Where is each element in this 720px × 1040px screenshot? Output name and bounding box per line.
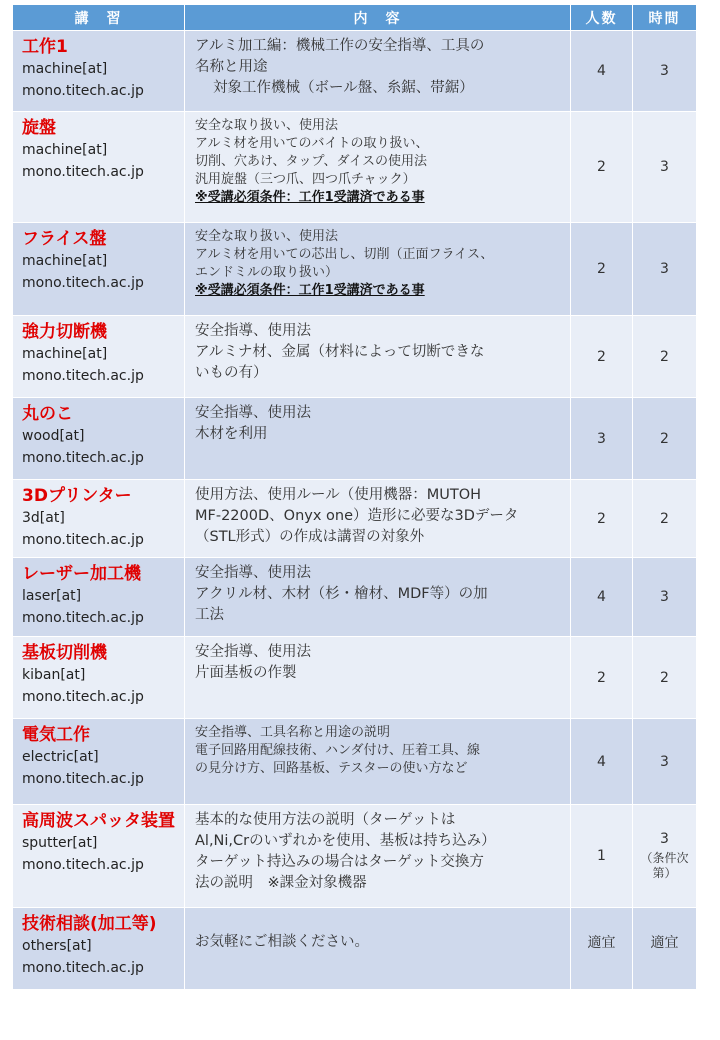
time-cell: 3 <box>633 719 697 805</box>
content-cell <box>185 223 571 316</box>
content-line: 対象工作機械（ボール盤、糸鋸、帯鋸） <box>213 80 474 96</box>
content-line: （STL形式）の作成は講習の対象外 <box>195 529 425 545</box>
people-cell: 2 <box>571 480 633 558</box>
content-cell <box>185 112 571 223</box>
course-cell <box>13 719 185 805</box>
people-cell: 4 <box>571 31 633 112</box>
content-line: ターゲット持込みの場合はターゲット交換方 <box>195 854 484 870</box>
course-name: 技術相談(加工等) <box>22 914 157 934</box>
contact-user: laser[at] <box>22 588 82 604</box>
time-value: 3 <box>660 831 669 847</box>
course-table-container <box>12 4 696 990</box>
content-line: 安全指導、使用法 <box>195 323 311 339</box>
people-cell: 2 <box>571 223 633 316</box>
time-cell: 2 <box>633 316 697 398</box>
table-row <box>13 223 697 316</box>
course-name: 旋盤 <box>22 118 56 138</box>
content-line: 安全指導、工具名称と用途の説明 <box>195 725 391 740</box>
content-cell <box>185 805 571 908</box>
content-line: アクリル材、木材（杉・檜材、MDF等）の加 <box>195 586 488 602</box>
header-time: 時間 <box>633 5 697 31</box>
content-line: 安全指導、使用法 <box>195 644 311 660</box>
content-line: MF-2200D、Onyx one）造形に必要な3Dデータ <box>195 508 519 524</box>
time-cell: 3 <box>633 558 697 637</box>
contact-domain: mono.titech.ac.jp <box>22 164 144 180</box>
content-line: の見分け方、回路基板、テスターの使い方など <box>195 761 468 776</box>
content-cell <box>185 908 571 990</box>
course-cell <box>13 637 185 719</box>
time-cell <box>633 805 697 908</box>
time-cell: 3 <box>633 223 697 316</box>
table-row <box>13 316 697 398</box>
course-name: 工作1 <box>22 37 68 57</box>
contact-user: electric[at] <box>22 749 99 765</box>
content-line: お気軽にご相談ください。 <box>195 934 369 950</box>
time-cell: 適宜 <box>633 908 697 990</box>
contact-domain: mono.titech.ac.jp <box>22 368 144 384</box>
header-people: 人数 <box>571 5 633 31</box>
content-cell <box>185 398 571 480</box>
course-cell <box>13 908 185 990</box>
content-line: 木材を利用 <box>195 426 268 442</box>
content-line: 安全な取り扱い、使用法 <box>195 229 339 244</box>
time-cell: 2 <box>633 480 697 558</box>
contact-domain: mono.titech.ac.jp <box>22 960 144 976</box>
contact-user: kiban[at] <box>22 667 86 683</box>
contact-user: machine[at] <box>22 142 108 158</box>
requirement-note: ※受講必須条件：工作1受講済である事 <box>195 190 425 205</box>
requirement-note: ※受講必須条件：工作1受講済である事 <box>195 283 425 298</box>
contact-domain: mono.titech.ac.jp <box>22 610 144 626</box>
table-row <box>13 637 697 719</box>
time-cell: 3 <box>633 31 697 112</box>
people-cell: 3 <box>571 398 633 480</box>
content-line: 安全指導、使用法 <box>195 405 311 421</box>
time-cell: 2 <box>633 637 697 719</box>
content-line: 使用方法、使用ルール（使用機器：MUTOH <box>195 487 482 503</box>
content-cell <box>185 637 571 719</box>
content-cell <box>185 719 571 805</box>
content-line: アルミ加工編：機械工作の安全指導、工具の <box>195 38 485 54</box>
course-cell <box>13 805 185 908</box>
people-cell: 4 <box>571 558 633 637</box>
contact-user: machine[at] <box>22 253 108 269</box>
course-cell <box>13 223 185 316</box>
course-cell <box>13 112 185 223</box>
contact-user: 3d[at] <box>22 510 65 526</box>
contact-domain: mono.titech.ac.jp <box>22 275 144 291</box>
table-row <box>13 398 697 480</box>
time-cell: 2 <box>633 398 697 480</box>
course-name: レーザー加工機 <box>22 564 141 584</box>
header-content: 内 容 <box>185 5 571 31</box>
content-line: 基本的な使用方法の説明（ターゲットは <box>195 812 456 828</box>
content-line: 名称と用途 <box>195 59 268 75</box>
people-cell: 適宜 <box>571 908 633 990</box>
people-cell: 1 <box>571 805 633 908</box>
contact-domain: mono.titech.ac.jp <box>22 771 144 787</box>
table-row <box>13 719 697 805</box>
course-cell <box>13 316 185 398</box>
content-line: 安全指導、使用法 <box>195 565 311 581</box>
course-cell <box>13 31 185 112</box>
table-row <box>13 480 697 558</box>
people-cell: 2 <box>571 112 633 223</box>
contact-domain: mono.titech.ac.jp <box>22 83 144 99</box>
course-name: 3Dプリンター <box>22 486 132 506</box>
table-header-row <box>13 5 697 31</box>
content-line: いもの有） <box>195 365 268 381</box>
course-cell <box>13 558 185 637</box>
people-cell: 4 <box>571 719 633 805</box>
people-cell: 2 <box>571 316 633 398</box>
course-cell <box>13 480 185 558</box>
table-row <box>13 112 697 223</box>
content-line: アルミ材を用いての芯出し、切削（正面フライス、 <box>195 247 494 262</box>
header-course: 講 習 <box>13 5 185 31</box>
time-cell: 3 <box>633 112 697 223</box>
content-line: アルミナ材、金属（材料によって切断できな <box>195 344 485 360</box>
people-cell: 2 <box>571 637 633 719</box>
table-row <box>13 908 697 990</box>
table-row <box>13 805 697 908</box>
content-line: 片面基板の作製 <box>195 665 297 681</box>
content-line: 法の説明 ※課金対象機器 <box>195 875 367 891</box>
course-name: 丸のこ <box>22 404 73 424</box>
time-note: （条件次第） <box>640 851 689 880</box>
contact-domain: mono.titech.ac.jp <box>22 689 144 705</box>
content-cell <box>185 316 571 398</box>
content-line: アルミ材を用いてのバイトの取り扱い、 <box>195 136 429 151</box>
contact-domain: mono.titech.ac.jp <box>22 450 144 466</box>
contact-domain: mono.titech.ac.jp <box>22 857 144 873</box>
course-name: 高周波スパッタ装置 <box>22 811 175 831</box>
content-line: エンドミルの取り扱い） <box>195 265 339 280</box>
table-row <box>13 558 697 637</box>
course-name: フライス盤 <box>22 229 107 249</box>
table-row <box>13 31 697 112</box>
course-cell <box>13 398 185 480</box>
contact-user: wood[at] <box>22 428 85 444</box>
contact-domain: mono.titech.ac.jp <box>22 532 144 548</box>
contact-user: others[at] <box>22 938 92 954</box>
content-cell <box>185 480 571 558</box>
course-table <box>12 4 697 990</box>
contact-user: machine[at] <box>22 61 108 77</box>
course-name: 基板切削機 <box>22 643 107 663</box>
content-cell <box>185 558 571 637</box>
content-line: 安全な取り扱い、使用法 <box>195 118 339 133</box>
course-name: 強力切断機 <box>22 322 107 342</box>
contact-user: sputter[at] <box>22 835 98 851</box>
content-line: Al,Ni,Crのいずれかを使用、基板は持ち込み） <box>195 833 496 849</box>
content-line: 工法 <box>195 607 224 623</box>
contact-user: machine[at] <box>22 346 108 362</box>
content-line: 汎用旋盤（三つ爪、四つ爪チャック） <box>195 172 416 187</box>
content-line: 切削、穴あけ、タップ、ダイスの使用法 <box>195 154 428 169</box>
content-line: 電子回路用配線技術、ハンダ付け、圧着工具、線 <box>195 743 480 758</box>
content-cell <box>185 31 571 112</box>
course-name: 電気工作 <box>22 725 90 745</box>
